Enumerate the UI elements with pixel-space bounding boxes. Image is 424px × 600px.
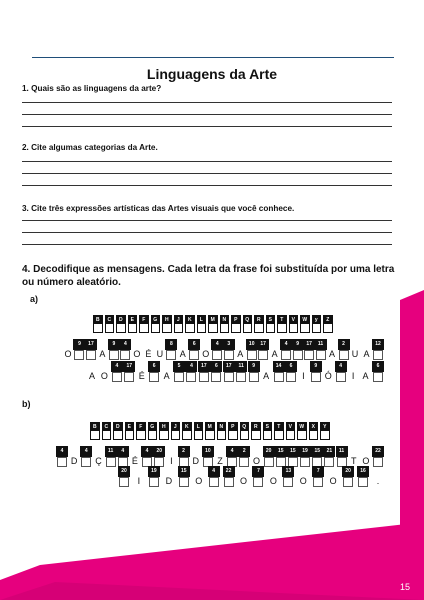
letter-text: Ó bbox=[324, 371, 332, 381]
cipher-number: 4 bbox=[208, 466, 220, 477]
key-letter: N bbox=[219, 424, 224, 430]
key-letter: F bbox=[137, 423, 145, 431]
letter-text: A bbox=[329, 349, 336, 359]
cipher-number: 11 bbox=[105, 446, 117, 457]
number-cell bbox=[208, 466, 220, 477]
cipher-number: 7 bbox=[252, 466, 264, 477]
number-cell bbox=[148, 466, 160, 477]
key-letter: X bbox=[310, 423, 318, 431]
key-letter: P bbox=[229, 423, 237, 431]
key-letter: R bbox=[256, 317, 261, 323]
answer-box[interactable] bbox=[106, 457, 116, 467]
cipher-number: 13 bbox=[282, 466, 294, 477]
given-letter bbox=[129, 446, 141, 466]
cipher-number: 5 bbox=[173, 361, 185, 372]
cipher-number: 4 bbox=[226, 446, 238, 457]
number-cell bbox=[263, 446, 275, 457]
cipher-number: 4 bbox=[280, 339, 292, 350]
cipher-number: 16 bbox=[357, 466, 369, 477]
letter-text: O bbox=[252, 456, 260, 466]
letter-text: T bbox=[350, 456, 357, 466]
cipher-number: 20 bbox=[263, 446, 275, 457]
cipher-number: 4 bbox=[56, 446, 68, 457]
cipher-number: 6 bbox=[285, 361, 297, 372]
key-letter: Q bbox=[245, 317, 250, 323]
cipher-number: 6 bbox=[188, 339, 200, 350]
number-cell bbox=[141, 446, 153, 457]
given-letter bbox=[372, 466, 384, 486]
number-cell bbox=[56, 446, 68, 457]
number-cell bbox=[238, 446, 250, 457]
key-letter: M bbox=[207, 424, 212, 430]
given-letter bbox=[165, 446, 177, 466]
key-letter: E bbox=[129, 316, 137, 324]
question-1: 1. Quais são as linguagens da arte? bbox=[22, 84, 162, 93]
part-b-label: b) bbox=[22, 399, 31, 409]
letter-text: I bbox=[170, 456, 173, 466]
given-letter bbox=[250, 446, 262, 466]
key-letter: D bbox=[118, 317, 123, 323]
letter-text: A bbox=[263, 371, 270, 381]
cipher-number: 10 bbox=[246, 339, 258, 350]
cipher-number: 4 bbox=[335, 361, 347, 372]
cipher-number: 4 bbox=[185, 361, 197, 372]
key-letter: H bbox=[161, 424, 166, 430]
cipher-number: 11 bbox=[315, 339, 327, 350]
key-letter: W bbox=[302, 317, 308, 323]
cipher-number: 9 bbox=[73, 339, 85, 350]
letter-text: A bbox=[237, 349, 244, 359]
cipher-number: 22 bbox=[372, 446, 384, 457]
letter-text: O bbox=[240, 476, 248, 486]
letter-text: D bbox=[70, 456, 78, 466]
number-cell bbox=[178, 466, 190, 477]
key-letter: M bbox=[210, 317, 215, 323]
part-a-label: a) bbox=[30, 294, 39, 304]
key-letter: C bbox=[107, 317, 112, 323]
letter-text: É bbox=[131, 456, 138, 466]
letter-text: A bbox=[179, 349, 186, 359]
cipher-number: 4 bbox=[211, 339, 223, 350]
question-3: 3. Cite três expressões artísticas das Artes visuais que você conhece. bbox=[22, 204, 295, 213]
letter-text: A bbox=[88, 371, 95, 381]
key-letter: K bbox=[187, 317, 192, 323]
key-letter: y bbox=[313, 316, 321, 324]
letter-text: O bbox=[362, 456, 370, 466]
given-letter bbox=[68, 446, 80, 466]
letter-text: Ç bbox=[95, 456, 102, 466]
letter-text: I bbox=[302, 371, 305, 381]
given-letter bbox=[163, 466, 175, 486]
cipher-number: 22 bbox=[223, 466, 235, 477]
cipher-number: 21 bbox=[323, 446, 335, 457]
number-cell bbox=[357, 466, 369, 477]
letter-text: A bbox=[99, 349, 106, 359]
cipher-number: 4 bbox=[117, 446, 129, 457]
key-letter: L bbox=[195, 423, 203, 431]
cipher-number: 15 bbox=[178, 466, 190, 477]
key-letter: W bbox=[299, 424, 305, 430]
number-cell bbox=[153, 446, 165, 457]
page-title: Linguagens da Arte bbox=[146, 66, 278, 82]
key-letter: B bbox=[92, 424, 97, 430]
answer-box[interactable] bbox=[358, 477, 368, 487]
given-letter bbox=[267, 466, 279, 486]
answer-box[interactable] bbox=[81, 457, 91, 467]
given-letter bbox=[348, 446, 360, 466]
key-letter: G bbox=[153, 317, 158, 323]
letter-text: O bbox=[299, 476, 307, 486]
given-letter bbox=[360, 446, 372, 466]
cipher-number: 20 bbox=[342, 466, 354, 477]
letter-text: A bbox=[362, 371, 369, 381]
cipher-number: 20 bbox=[153, 446, 165, 457]
key-letter: D bbox=[115, 424, 120, 430]
cipher-number: 19 bbox=[148, 466, 160, 477]
cipher-number: 2 bbox=[238, 446, 250, 457]
answer-box[interactable] bbox=[119, 477, 129, 487]
key-letter: K bbox=[184, 424, 189, 430]
letter-text: . bbox=[376, 476, 380, 486]
number-cell bbox=[252, 466, 264, 477]
key-letter: G bbox=[150, 424, 155, 430]
letter-text: A bbox=[363, 349, 370, 359]
number-cell bbox=[178, 446, 190, 457]
number-cell bbox=[372, 446, 384, 457]
cipher-number: 9 bbox=[310, 361, 322, 372]
letter-text: O bbox=[100, 371, 108, 381]
given-letter bbox=[92, 446, 104, 466]
answer-box[interactable] bbox=[179, 477, 189, 487]
given-letter bbox=[190, 446, 202, 466]
given-letter bbox=[327, 466, 339, 486]
number-cell bbox=[80, 446, 92, 457]
cipher-number: 4 bbox=[80, 446, 92, 457]
cipher-number: 11 bbox=[235, 361, 247, 372]
number-cell bbox=[287, 446, 299, 457]
cipher-number: 9 bbox=[292, 339, 304, 350]
cipher-number: 17 bbox=[198, 361, 210, 372]
number-cell bbox=[282, 466, 294, 477]
cipher-number: 17 bbox=[123, 361, 135, 372]
letter-text: É bbox=[138, 371, 145, 381]
cipher-number: 11 bbox=[336, 446, 348, 457]
answer-box[interactable] bbox=[253, 477, 263, 487]
number-cell bbox=[118, 466, 130, 477]
page-number: 15 bbox=[399, 582, 410, 592]
cipher-number: 15 bbox=[275, 446, 287, 457]
answer-box[interactable] bbox=[224, 477, 234, 487]
cipher-number: 6 bbox=[210, 361, 222, 372]
key-letter: N bbox=[222, 317, 227, 323]
letter-text: A bbox=[271, 349, 278, 359]
letter-text: U bbox=[351, 349, 359, 359]
number-cell bbox=[299, 446, 311, 457]
letter-text: I bbox=[351, 371, 355, 381]
letter-text: O bbox=[133, 349, 141, 359]
cipher-number: 6 bbox=[372, 361, 384, 372]
cipher-number: 7 bbox=[312, 466, 324, 477]
letter-text: É bbox=[145, 349, 152, 359]
given-letter bbox=[238, 466, 250, 486]
letter-text: O bbox=[202, 349, 210, 359]
key-letter: Q bbox=[242, 424, 247, 430]
given-letter bbox=[193, 466, 205, 486]
cipher-number: 19 bbox=[299, 446, 311, 457]
number-cell bbox=[105, 446, 117, 457]
cipher-number: 17 bbox=[85, 339, 97, 350]
cipher-number: 15 bbox=[311, 446, 323, 457]
given-letter bbox=[133, 466, 145, 486]
number-cell bbox=[336, 446, 348, 457]
key-letter: J bbox=[175, 316, 183, 324]
letter-text: O bbox=[269, 476, 277, 486]
cipher-number: 17 bbox=[257, 339, 269, 350]
cipher-number: 8 bbox=[165, 339, 177, 350]
answer-box[interactable] bbox=[313, 477, 323, 487]
answer-box[interactable] bbox=[343, 477, 353, 487]
letter-text: O bbox=[195, 476, 203, 486]
key-letter: H bbox=[164, 317, 169, 323]
key-letter: L bbox=[198, 316, 206, 324]
number-cell bbox=[312, 466, 324, 477]
given-letter bbox=[214, 446, 226, 466]
key-letter: T bbox=[278, 316, 286, 324]
letter-text: U bbox=[156, 349, 164, 359]
letter-text: I bbox=[137, 476, 141, 486]
key-letter: Y bbox=[321, 423, 329, 431]
letter-text: Z bbox=[217, 456, 223, 466]
key-letter: F bbox=[140, 316, 148, 324]
key-letter: C bbox=[104, 424, 109, 430]
cipher-number: 4 bbox=[141, 446, 153, 457]
number-cell bbox=[202, 446, 214, 457]
cipher-number: 3 bbox=[223, 339, 235, 350]
number-cell bbox=[117, 446, 129, 457]
number-cell bbox=[311, 446, 323, 457]
cipher-number: 9 bbox=[108, 339, 120, 350]
cipher-number: 17 bbox=[223, 361, 235, 372]
cipher-number: 2 bbox=[178, 446, 190, 457]
cipher-number: 17 bbox=[303, 339, 315, 350]
key-letter: P bbox=[232, 316, 240, 324]
question-4: 4. Decodifique as mensagens. Cada letra da frase foi substituída por uma letra ou número aleatório. bbox=[22, 264, 395, 288]
cipher-number: 10 bbox=[202, 446, 214, 457]
cipher-number: 14 bbox=[273, 361, 285, 372]
number-cell bbox=[323, 446, 335, 457]
cipher-number: 12 bbox=[372, 339, 384, 350]
letter-text: D bbox=[192, 456, 199, 466]
cipher-number: 2 bbox=[338, 339, 350, 350]
key-letter: V bbox=[287, 423, 295, 431]
answer-box[interactable] bbox=[283, 477, 293, 487]
key-letter: S bbox=[264, 423, 272, 431]
cipher-number: 6 bbox=[148, 361, 160, 372]
letter-text: D bbox=[165, 476, 173, 486]
number-cell bbox=[223, 466, 235, 477]
key-letter: T bbox=[275, 423, 283, 431]
cipher-number: 20 bbox=[118, 466, 130, 477]
number-cell bbox=[342, 466, 354, 477]
key-letter: V bbox=[290, 316, 298, 324]
given-letter bbox=[297, 466, 309, 486]
cipher-number: 4 bbox=[119, 339, 131, 350]
answer-box[interactable] bbox=[57, 457, 67, 467]
cipher-number: 4 bbox=[111, 361, 123, 372]
answer-box[interactable] bbox=[149, 477, 159, 487]
number-cell bbox=[226, 446, 238, 457]
question-2: 2. Cite algumas categorias da Arte. bbox=[22, 143, 158, 152]
letter-text: O bbox=[329, 476, 337, 486]
key-letter: S bbox=[267, 316, 275, 324]
key-letter: R bbox=[253, 424, 258, 430]
answer-box[interactable] bbox=[209, 477, 219, 487]
key-letter: E bbox=[126, 423, 134, 431]
key-letter: B bbox=[95, 317, 100, 323]
key-letter: Z bbox=[324, 316, 332, 324]
letter-text: A bbox=[163, 371, 170, 381]
cipher-number: 15 bbox=[287, 446, 299, 457]
number-cell bbox=[275, 446, 287, 457]
cipher-number: 9 bbox=[248, 361, 260, 372]
letter-text: O bbox=[64, 349, 72, 359]
key-letter: J bbox=[172, 423, 180, 431]
